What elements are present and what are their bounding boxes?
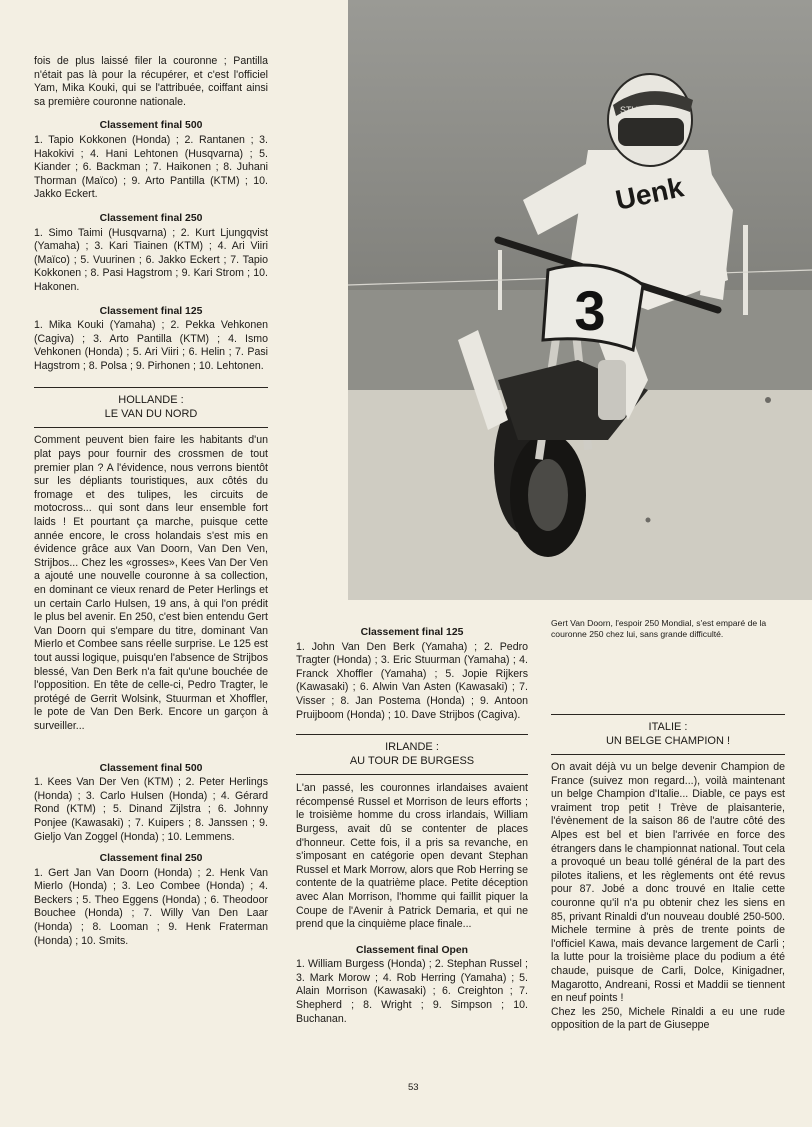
italie-paragraph: On avait déjà vu un belge devenir Champion de France (suivez mon regard...), voilà maintenant un belge Champion d'Italie... Diable, ce pays est vraiment trop petit ! Trève de plaisanterie, l'évènement de la saison 86 de l'autre côté des Alpes est bel et bien l'arrivée en force des étrangers dans le championnat national. Tout cela a provoqué un beau tollé général de la part des pilotes italiens, et les règlements ont été revus pour 87. Jobé a donc trouvé en Italie cette couronne qu'il n'a pu obtenir chez les siens en 85, privant Rinaldi d'un nouveau doublé 250-500. Michele termine à près de trente points de l'officiel Kawa, mais devance largement de Carli ; la lutte pour la troisième place du podium a été chaude, puisque de Carli, Dolce, Kinigadner, Magarotto, Andreani, Rossi et Maddii se tiennent en neuf points !	[551, 761, 785, 1005]
rider-illustration	[348, 0, 812, 600]
fin250-heading: Classement final 250	[99, 212, 203, 224]
fin125-heading: Classement final 125	[99, 305, 203, 317]
nl500-heading: Classement final 500	[99, 762, 203, 774]
motocross-photo	[348, 0, 812, 600]
hollande-heading-line2: LE VAN DU NORD	[104, 407, 198, 420]
left-column	[34, 55, 268, 948]
intro-paragraph: fois de plus laissé filer la couronne ; Pantilla n'était pas là pour la récupérer, et c'est l'officiel Yam, Mika Kouki, qui se l'attribuée, coiffant ainsi sa première couronne nationale.	[34, 55, 268, 108]
nl250-results: 1. Gert Jan Van Doorn (Honda) ; 2. Henk Van Mierlo (Honda) ; 3. Leo Combee (Honda) ; 4. Beckers ; 5. Theo Eggens (Honda) ; 6. Theodoor Bouchee (Honda) ; 7. Willy Van Den Laar (Honda) ; 8. Looman ; 9. Henk Fraterman (Honda) ; 10. Smits.	[34, 866, 268, 947]
right-column	[551, 714, 785, 1033]
italie-heading-line2: UN BELGE CHAMPION !	[605, 734, 731, 747]
helmet-text: STUURKE	[620, 105, 664, 115]
open-heading: Classement final Open	[355, 944, 469, 956]
number-plate-text: 3	[574, 279, 606, 342]
irlande-heading-line1: IRLANDE :	[385, 741, 439, 754]
fin250-results: 1. Simo Taimi (Husqvarna) ; 2. Kurt Ljungqvist (Yamaha) ; 3. Kari Tiainen (KTM) ; 4. Ari Viiri (Maïco) ; 5. Vuurinen ; 6. Jakko Eckert ; 7. Tapio Kokkonen ; 8. Pasi Hagstrom ; 9. Kari Strom ; 10. Hakonen.	[34, 226, 268, 293]
fin500-heading: Classement final 500	[99, 120, 203, 132]
open-results: 1. William Burgess (Honda) ; 2. Stephan Russel ; 3. Mark Morow ; 4. Rob Herring (Yamaha) ; 5. Alain Morrison (Kawasaki) ; 6. Creighton ; 7. Shepherd ; 8. Wright ; 9. Simpson ; 10. Buchanan.	[296, 958, 528, 1025]
middle-column	[296, 626, 528, 1026]
nl125-results: 1. John Van Den Berk (Yamaha) ; 2. Pedro Tragter (Honda) ; 3. Eric Stuurman (Yamaha) ; 4. Franck Xhoffler (Yamaha) ; 5. Jopie Rijkers (Kawasaki) ; 6. Alwin Van Asten (Kawasaki) ; 7. Visser ; 8. Jan Postema (Honda) ; 9. Antoon Pruijboom (Honda) ; 10. Dave Strijbos (Cagiva).	[296, 640, 528, 721]
jersey-text: Uenk	[612, 171, 687, 216]
italie-heading-line1: ITALIE :	[648, 721, 688, 733]
photo-caption: Gert Van Doorn, l'espoir 250 Mondial, s'est emparé de la couronne 250 chez lui, sans grande difficulté.	[551, 618, 767, 640]
irlande-paragraph: L'an passé, les couronnes irlandaises avaient récompensé Russel et Morrison de leurs efforts ; le troisième homme du cross irlandais, William Burgess, avait dû se contenter de places d'honneur. Cette fois, il a pris sa revanche, en s'imposant en catégorie open devant Stephan Russel et Mark Morrow, alors que Rob Herring se contente de la quatrième place. Petite déception avec Alan Morrison, l'homme qui faillit piquer la Coupe de l'Avenir à Patrick Demaria, et qui ne prend que la cinquième place finale...	[296, 782, 528, 931]
fin125-results: 1. Mika Kouki (Yamaha) ; 2. Pekka Vehkonen (Cagiva) ; 3. Arto Pantilla (KTM) ; 4. Ismo Vehkonen (Honda) ; 5. Ari Viiri ; 6. Helin ; 7. Pasi Hagstrom ; 8. Polsa ; 9. Pirhonen ; 10. Lehtonen.	[34, 319, 268, 372]
italie-paragraph-2: Chez les 250, Michele Rinaldi a eu une rude opposition de la part de Giuseppe	[551, 1005, 785, 1032]
hollande-paragraph: Comment peuvent bien faire les habitants d'un plat pays pour fournir des crossmen de tout premier plan ? A l'évidence, nous verrons bientôt sur les dépliants touristiques, aux côtés du fromage et des tulipes, les circuits de motocross... qui sont dans leur ensemble fort laids ! Et pourtant ça marche, puisque cette année encore, le cross holandais s'est mis en évidence grâce aux Van Doorn, Van Den Ven, Strijbos... Chez les «grosses», Kees Van Der Ven a ajouté une nouvelle couronne à sa collection, en dominant ce vieux renard de Peter Herlings et un certain Carlo Hulsen, 19 ans, à qui l'on prédit le plus bel avenir. En 250, c'est bien entendu Gert Van Doorn qui s'empare du titre, dominant Van Mierlo et Combee sans réelle surprise. Le 125 est tout aussi logique, puisqu'en l'absence de Strijbos blessé, Van Den Berk n'a fait qu'une bouchée de l'opposition. En tête de celle-ci, Pedro Tragter, le protégé de Gerrit Wolsink, Stuurman et Xhoffler, le pote de Van Den Berk. Encore un garçon à surveiller...	[34, 434, 268, 732]
nl125-heading: Classement final 125	[360, 627, 464, 638]
irlande-heading-line2: AU TOUR DE BURGESS	[349, 754, 475, 767]
nl250-heading: Classement final 250	[99, 853, 203, 865]
page-number: 53	[408, 1082, 419, 1093]
nl500-results: 1. Kees Van Der Ven (KTM) ; 2. Peter Herlings (Honda) ; 3. Carlo Hulsen (Honda) ; 4. Gérard Rond (KTM) ; 5. Dinand Zijlstra ; 6. Johnny Ponjee (Kawasaki) ; 7. Kuipers ; 8. Janssen ; 9. Gieljo Van Zoggel (Honda) ; 10. Lemmens.	[34, 776, 268, 843]
hollande-heading-line1: HOLLANDE :	[118, 394, 184, 407]
fin500-results: 1. Tapio Kokkonen (Honda) ; 2. Rantanen ; 3. Hakokivi ; 4. Hani Lehtonen (Husqvarna) ; 5. Kiander ; 6. Backman ; 7. Haikonen ; 8. Juhani Thorman (Maïco) ; 9. Arto Pantilla (KTM) ; 10. Jakko Eckert.	[34, 133, 268, 201]
